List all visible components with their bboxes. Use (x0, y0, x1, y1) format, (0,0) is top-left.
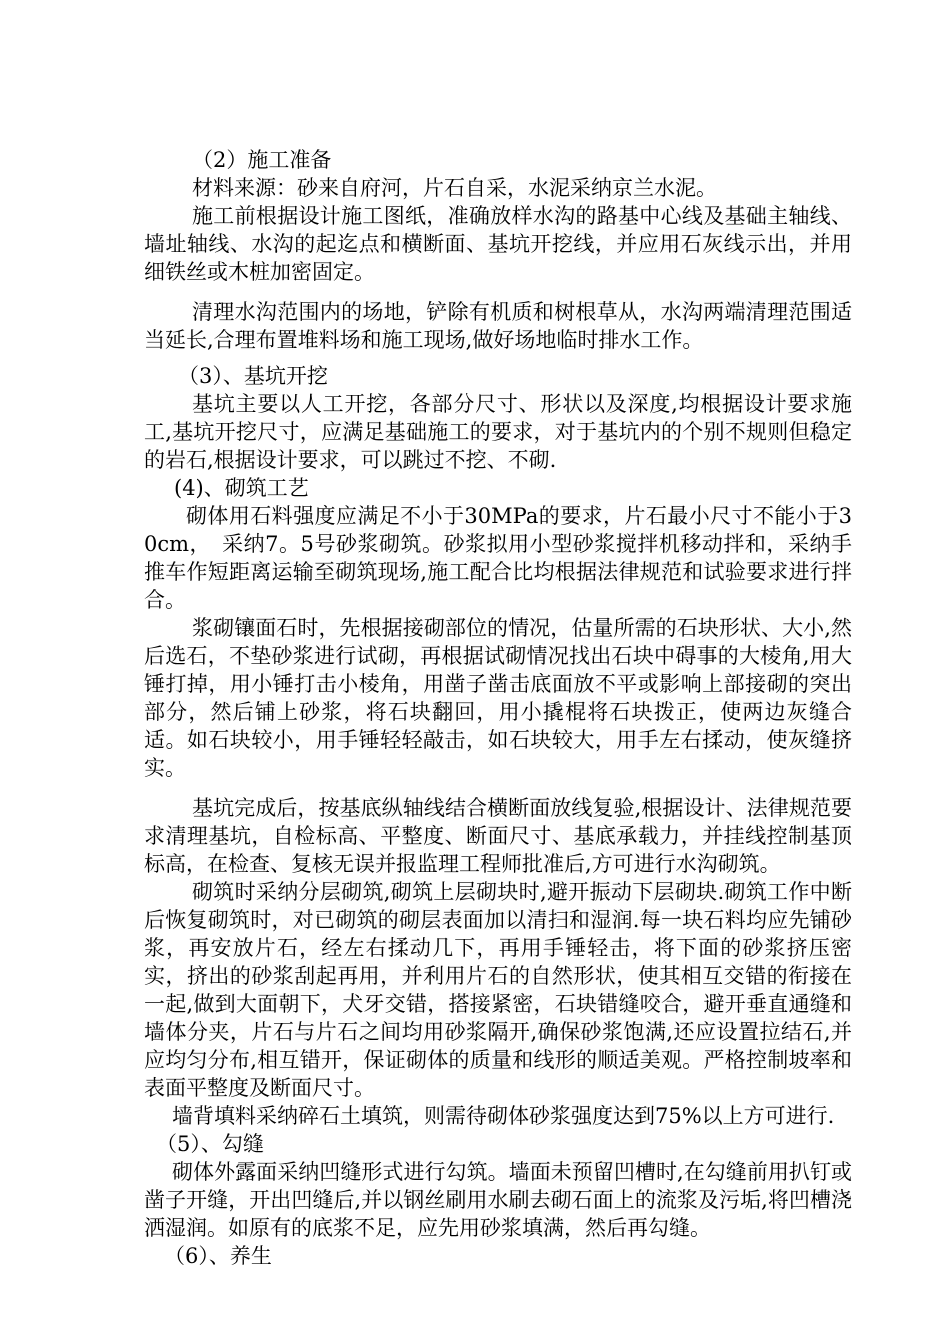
heading-pointing: （5）、勾缝 (156, 1132, 264, 1156)
paragraph-layered-masonry: 砌筑时采纳分层砌筑,砌筑上层砌块时,避开振动下层砌块.砌筑工作中断后恢复砌筑时，对已砌筑的砌层表面加以清扫和湿润.每一块石料均应先铺砂浆，再安放片石，经左右揉动几下，再用手锤轻击，将下面的砂浆挤压密实，挤出的砂浆刮起再用，并利用片石的自然形状，使其相互交错的衔接在一起,做到大面朝下，犬牙交错，搭接紧密，石块错缝咬合，避开垂直通缝和墙体分夹，片石与片石之间均用砂浆隔开,确保砂浆饱满,还应设置拉结石,并应均匀分布,相互错开，保证砌体的质量和线形的顺适美观。严格控制坡率和表面平整度及断面尺寸。 (144, 880, 852, 1100)
heading-pit-excavation: （3）、基坑开挖 (178, 364, 328, 388)
paragraph-material-source: 材料来源：砂来自府河，片石自采，水泥采纳京兰水泥。 (192, 176, 717, 200)
paragraph-backfill: 墙背填料采纳碎石土填筑，则需待砌体砂浆强度达到75%以上方可进行. (172, 1104, 835, 1128)
paragraph-pointing: 砌体外露面采纳凹缝形式进行勾筑。墙面未预留凹槽时,在勾缝前用扒钉或凿子开缝，开出凹缝后,并以钢丝刷用水刷去砌石面上的流浆及污垢,将凹槽浇洒湿润。如原有的底浆不足，应先用砂浆填满，然后再勾缝。 (144, 1160, 852, 1240)
paragraph-site-clearing: 清理水沟范围内的场地，铲除有机质和树根草从，水沟两端清理范围适当延长,合理布置堆料场和施工现场,做好场地临时排水工作。 (144, 300, 852, 352)
paragraph-layout-before-construction: 施工前根据设计施工图纸，准确放样水沟的路基中心线及基础主轴线、墙址轴线、水沟的起迄点和横断面、基坑开挖线，并应用石灰线示出，并用细铁丝或木桩加密固定。 (144, 204, 852, 284)
paragraph-stone-strength: 砌体用石料强度应满足不小于30MPa的要求，片石最小尺寸不能小于30cm， 采纳7。5号砂浆砌筑。砂浆拟用小型砂浆搅拌机移动拌和，采纳手推车作短距离运输至砌筑现场,施工配合比均根据法律规范和试验要求进行拌合。 (144, 504, 852, 612)
paragraph-facing-stone: 浆砌镶面石时，先根据接砌部位的情况，估量所需的石块形状、大小,然后选石，不垫砂浆进行试砌，再根据试砌情况找出石块中碍事的大棱角,用大锤打掉，用小锤打击小棱角，用凿子凿击底面放不平或影响上部接砌的突出部分，然后铺上砂浆，将石块翻回，用小撬棍将石块拨正，使两边灰缝合适。如石块较小，用手锤轻轻敲击，如石块较大，用手左右揉动，使灰缝挤实。 (144, 616, 852, 780)
paragraph-pit-excavation: 基坑主要以人工开挖，各部分尺寸、形状以及深度,均根据设计要求施工,基坑开挖尺寸，应满足基础施工的要求，对于基坑内的个别不规则但稳定的岩石,根据设计要求，可以跳过不挖、不砌. (144, 392, 852, 472)
heading-construction-preparation: （2）施工准备 (192, 148, 332, 172)
heading-masonry-process: (4)、砌筑工艺 (174, 476, 309, 500)
heading-curing: （6）、养生 (164, 1244, 272, 1268)
document-body (144, 146, 852, 1270)
paragraph-pit-completion: 基坑完成后，按基底纵轴线结合横断面放线复验,根据设计、法律规范要求清理基坑，自检标高、平整度、断面尺寸、基底承载力，并挂线控制基顶标高，在检查、复核无误并报监理工程师批准后,方可进行水沟砌筑。 (144, 796, 852, 876)
